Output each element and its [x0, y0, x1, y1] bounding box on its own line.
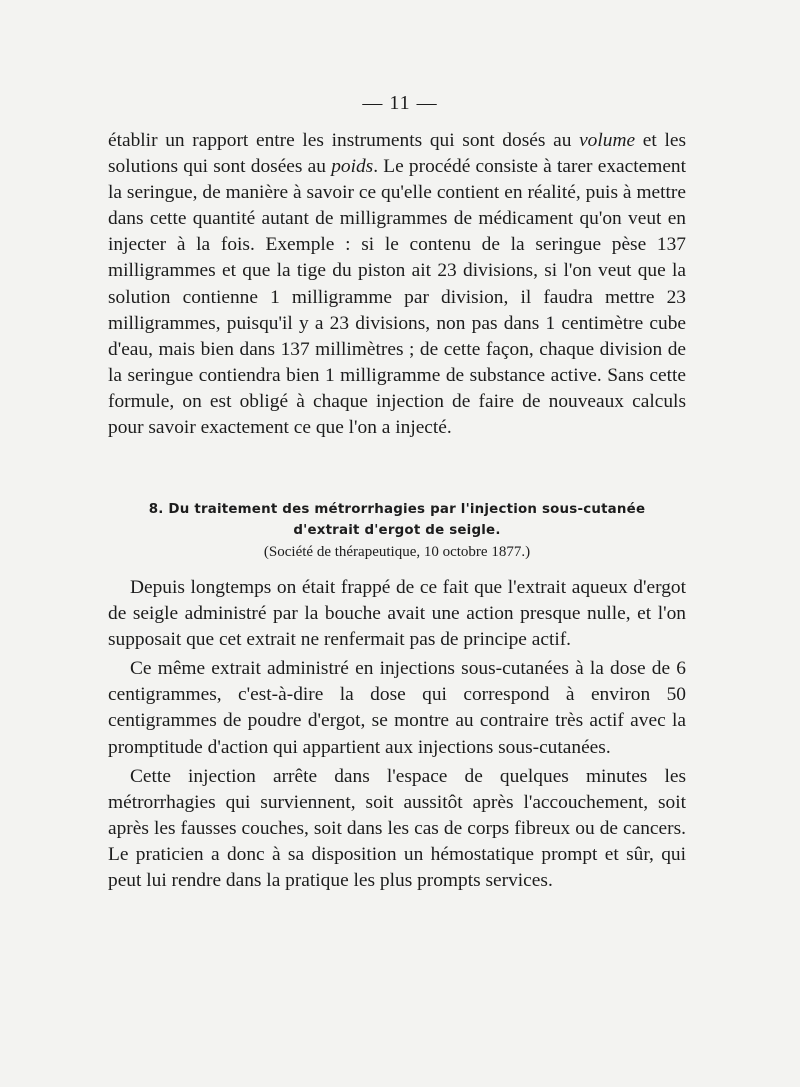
paragraph-text-part: et les solutions qui sont dosées au	[108, 130, 686, 178]
section-heading-line: 8. Du traitement des métrorrhagies par l'injection sous-cutanée	[148, 502, 646, 517]
section-heading	[108, 499, 686, 541]
section-paragraph: Ce même extrait administré en injections sous-cutanées à la dose de 6 centigrammes, c'est-à-dire la dose qui correspond à environ 50 centigrammes de poudre d'ergot, se montre au contraire très actif avec la promptitude d'action qui appartient aux injections sous-cutanées.	[108, 658, 686, 758]
emphasis-poids: poids	[331, 156, 374, 178]
section-paragraph: Depuis longtemps on était frappé de ce fait que l'extrait aqueux d'ergot de seigle administré par la bouche avait une action presque nulle, et l'on supposait que cet extrait ne renfermait pas de principe actif.	[108, 577, 686, 651]
paragraph-continuation	[108, 128, 686, 441]
emphasis-volume: volume	[579, 130, 636, 151]
paragraph-text-part: . Le procédé consiste à tarer exactement la seringue, de manière à savoir ce qu'elle contient en réalité, puis à mettre dans cette quantité autant de milligrammes de médicament qu'on veut en injecter à la fois. Exemple : si le contenu de la seringue pèse 137 milligrammes et que la tige du piston ait 23 divisions, si l'on veut que la solution contienne 1 milligramme par division, il faudra mettre 23 milligrammes, puisqu'il y a 23 divisions, non pas dans 1 centimètre cube d'eau, mais bien dans 137 millimètres ; de cette façon, chaque division de la seringue contiendra bien 1 milligramme de substance active. Sans cette formule, on est obligé à chaque injection de faire de nouveaux calculs pour savoir exactement ce que l'on a injecté.	[108, 156, 687, 439]
page-number: — 11 —	[362, 92, 438, 114]
section-source: (Société de thérapeutique, 10 octobre 1877.)	[263, 544, 531, 560]
section-paragraph: Cette injection arrête dans l'espace de quelques minutes les métrorrhagies qui surviennent, soit aussitôt après l'accouchement, soit après les fausses couches, soit dans les cas de corps fibreux ou de cancers. Le praticien a donc à sa disposition un hémostatique prompt et sûr, qui peut lui rendre dans la pratique les plus prompts services.	[108, 765, 686, 892]
paragraph-text-part: établir un rapport entre les instruments qui sont dosés au	[108, 130, 580, 151]
section-body	[108, 575, 686, 897]
section-heading-line: d'extrait d'ergot de seigle.	[293, 523, 501, 538]
